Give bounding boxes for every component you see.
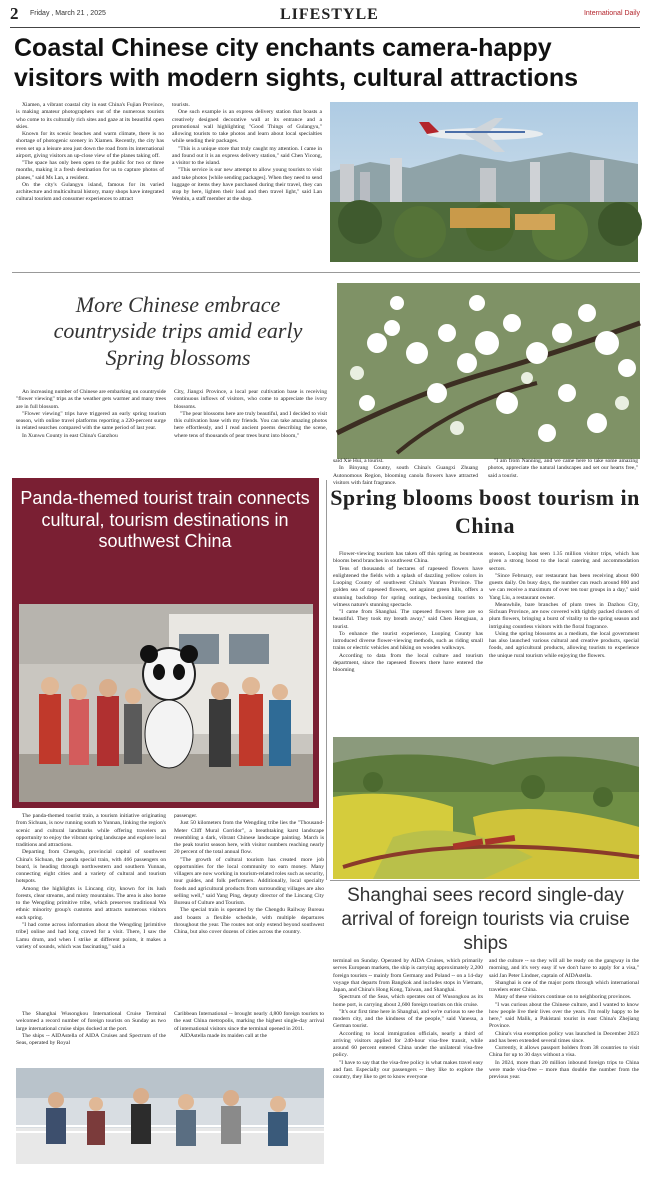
pear-blossom-photo	[337, 283, 640, 459]
article-5-col-2: Caribbean International -- brought nearly 4,800 foreign tourists to the east China metropolis, marking the highest single-day arrival of international visitors since the terminal opened in 2011. AIDAstella made its maiden call at the	[174, 1011, 324, 1039]
article-5-headline: Shanghai sees record single-day arrival of foreign tourists via cruise ships	[341, 885, 630, 954]
panda-train-photo	[19, 604, 313, 802]
column-divider	[326, 480, 327, 880]
article-2-headline: More Chinese embrace countryside trips amid early Spring blossoms	[53, 292, 303, 370]
article-4-headline: Spring blooms boost tourism in China	[330, 485, 640, 538]
newspaper-name: International Daily	[583, 10, 640, 17]
rapeseed-fields-photo	[333, 737, 639, 879]
article-5-col-1: The Shanghai Wusongkou International Cruise Terminal welcomed a record number of foreign tourists on Sunday as two large international cruise ships docked at the port. The ships -- AIDAstella of AIDA Cruises and Spectrum of the Seas, operated by Royal	[16, 1011, 166, 1047]
page-header	[10, 6, 640, 28]
article-2-col-3: said Xie Hui, a tourist. In Binyang County, south China's Guangxi Zhuang Autonomous Region, blooming canola flowers have attracted visitors with faint fragrance.	[333, 458, 478, 486]
airport-plane-photo	[330, 102, 638, 262]
article-1-col-1: Xiamen, a vibrant coastal city in east China's Fujian Province, is making amateur photographers out of the numerous tourists who come to its culturally rich sites and gaze at its beautiful open skies. Known for its scenic beaches and warm climate, there is no shortage of photogenic scenery in Xiamen. Recently, the city has even set up a leisure area just down the road from its international airport, giving visitors an up-close view of the planes taking off. "The space has only been open to the public for two or three months, making it a fresh destination for us to capture photos of planes," said Ms Lan, a resident. On the city's Gulangyu island, famous for its varied architecture and multicultural history, many shops have integrated cultural tourism and consumer experiences to attract	[16, 102, 164, 203]
divider	[12, 272, 640, 273]
dateline: Friday , March 21 , 2025	[30, 10, 106, 17]
article-2-col-4: "I am from Nanning, and we came here to take some amazing photos, appreciate the natural landscapes and set our hearts free," said a tourist.	[488, 458, 638, 479]
article-5-col-3: terminal on Sunday. Operated by AIDA Cruises, which primarily serves European markets, the ship is carrying approximately 2,200 foreign tourists -- mainly from Germany and Poland -- on a 14-day voyage that departs from Bangkok and includes stops in Vietnam, Japan, and China's Hong Kong, Taiwan, and Shanghai. Spectrum of the Seas, which operates out of Wusongkou as its home port, is carrying about 2,600 foreign tourists on this cruise. "It's our first time here in Shanghai, and we're curious to see the modern city, and the kindness of the people," said Vanessa, a German tourist. According to local immigration officials, nearly a third of arriving visitors applied for 240-hour visa-free transit, while around 60 percent entered China under the unilateral visa-free policy. "I have to say that the visa-free policy is what makes travel easy and fast. Especially our passengers -- they like to explore the country, they like to get to know everyone	[333, 958, 483, 1081]
article-3-headline: Panda-themed tourist train connects cultural, tourism destinations in southwest China	[20, 488, 310, 552]
article-1-headline: Coastal Chinese city enchants camera-happy visitors with modern sights, cultural attractions	[14, 34, 578, 92]
divider	[330, 880, 640, 881]
page-number: 2	[10, 4, 19, 23]
article-3-col-1: The panda-themed tourist train, a tourism initiative originating from Sichuan, is now running south to Yunnan, linking the region's scenic and cultural landmarks while offering travelers an opportunity to enjoy the vibrant spring landscape and explore local traditions and attractions. Departing from Chengdu, provincial capital of southwest China's Sichuan, the panda special train, with 466 passengers on board, is heading through northwestern and southern Yunnan, connecting eight cities and a variety of cultural and tourism hotspots. Among the highlights is Lincang city, known for its lush forests, clear streams, and misty mountains. The area is also home to the Wengding primitive tribe, which preserves traditional Wa ethnic minority group's customs and attracts numerous visitors each spring. "I had come across information about the Wengding [primitive tribe] online and had long craved for a visit. There, I saw the Lamu drum, and when I strike at different points, it makes a variety of sounds, which was fascinating," said a	[16, 813, 166, 950]
article-5-col-4: and the culture -- so they will all be ready on the gangway in the morning, and it's very easy if we don't have to apply for a visa," said Jan Peter Lindner, captain of AIDAstella. Shanghai is one of the major ports through which international travelers enter China. Many of these visitors continue on to neighboring provinces. "I was curious about the Chinese culture, and I wanted to know how people live their lives over the years. I'm really happy to be here," said Malik, a Pakistani tourist in east China's Zhejiang Province. China's visa exemption policy was launched in December 2023 and has been extended several times since. Currently, it allows passport holders from 38 countries to visit China for up to 30 days without a visa. In 2024, more than 20 million inbound foreign trips to China were made visa-free -- more than double the number from the previous year.	[489, 958, 639, 1081]
article-2-col-1: An increasing number of Chinese are embarking on countryside "flower viewing" trips as the weather gets warmer and many trees are in full blossom. "Flower viewing" trips have triggered an early spring tourism season, with online travel platforms reporting a 220-percent surge in related searches compared with the same period of last year. In Xunwu County in east China's Ganzhou	[16, 389, 166, 439]
section-title: LIFESTYLE	[280, 6, 379, 23]
article-4-col-1: Flower-viewing tourism has taken off this spring as bounteous blooms bend branches in southwest China. Tens of thousands of hectares of rapeseed flowers have enlightened the fields with a splash of dazzling yellow colors in Luoping County of southwest China's Yunnan Province. The golden sea of rapeseed flowers, set against green hills, offers a stunning backdrop for spring outings, beckoning tourists to witness nature's stunning spectacle. "I came from Shanghai. The rapeseed flowers here are so beautiful. They took my breath away," said Chen Hongjuan, a tourist. To enhance the tourist experience, Luoping County has introduced diverse flower-viewing methods, such as riding small trains or electric vehicles and hiking on wooden walkways. According to data from the local culture and tourism department, since the rapeseed flowers there have entered the blooming	[333, 551, 483, 674]
cruise-tourists-photo	[16, 1068, 324, 1164]
article-2-col-2: City, Jiangxi Province, a local pear cultivation base is receiving continuous inflows of visitors, who come to appreciate the ivory blossoms. "The pear blossoms here are truly beautiful, and I decided to visit this cultivation base with my friends. You can take amazing photos here effortlessly, and I read ancient poems describing the scene, where tens of thousands of pear trees burst into bloom,"	[174, 389, 327, 439]
article-1-col-2: tourists. One such example is an express delivery station that boasts a creatively designed decorative wall at its entrance and a promotional wall highlighting "Good Things of Gulangyu," allowing tourists to take photos and learn about local specialties while sending their packages. "This is a unique store that truly caught my attention. I came in and found out it is an express delivery station," said Chen Yicong, a visitor to the island. "This service is our new attempt to allow young tourists to visit and take photos [while sending packages]. When they need to send luggage or items they have purchased during their travel, they can stop by here, lighten their load and then travel light," said Lan Wenbin, a staff member at the shop.	[172, 102, 322, 203]
article-3-col-2: passenger. Just 50 kilometers from the Wengding tribe lies the "Thousand-Meter Cliff Mural Corridor", a breathtaking karst landscape resembling a dark, vibrant Chinese landscape painting. March is the peak tourist season here, with visitor numbers reaching nearly 20 percent of the total annual flow. "The growth of cultural tourism has created more job opportunities for the local community to earn money. Many villagers are now working in tourism-related roles such as security, tour guides, and folk performers. Additionally, local specialty foods and agricultural products from surrounding villages are also selling well," said Yang Ping, deputy director of the Lincang City Bureau of Culture and Tourism. The special train is operated by the Chengdu Railway Bureau and boasts a flexible schedule, with multiple departures throughout the year. The routes not only extend beyond southwest China, but also cover dozens of cities across the country.	[174, 813, 325, 936]
article-4-col-2: season, Luoping has seen 1.35 million visitor trips, which has given a strong boost to the local catering and accommodation sectors. "Since February, our restaurant has been receiving about 600 guests daily. On busy days, the number can reach around 800 and we can receive a maximum of over ten tour groups in a day," said Yang Liu, a restaurant owner. Meanwhile, bare branches of plum trees in Dazhou City, Sichuan Province, are now covered with tightly packed clusters of plum flowers, bringing a burst of vitality to the spring season and intriguing countless visitors with the floral fragrance. Using the spring blossoms as a medium, the local government has also launched various cultural and creative products, special foods, and agricultural products, allowing tourists to experience the unique rural tourism while enjoying the flowers.	[489, 551, 639, 659]
